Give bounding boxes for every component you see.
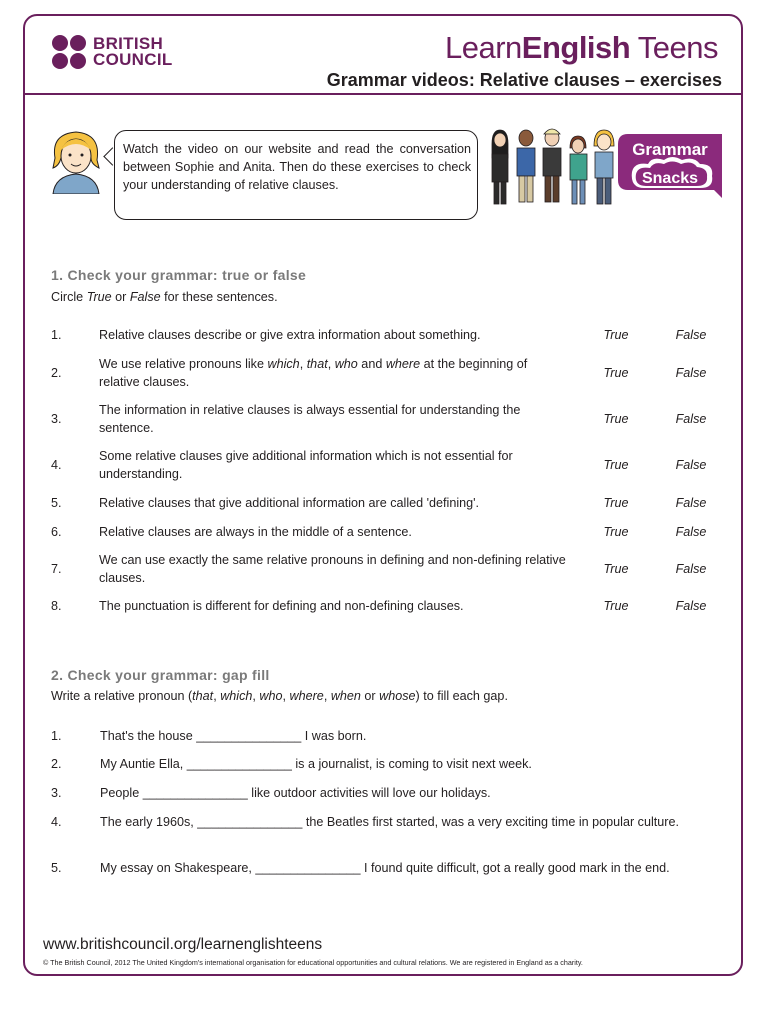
true-option[interactable]: True [603, 458, 629, 472]
tf-item: 7. We can use exactly the same relative pronouns in defining and non-defining relative clauses. True False [51, 551, 721, 587]
false-option[interactable]: False [675, 412, 707, 426]
tf-item: 2. We use relative pronouns like which, that, who and where at the beginning of relative clauses. True False [51, 355, 721, 391]
section2-instruction: Write a relative pronoun (that, which, who, where, when or whose) to fill each gap. [51, 689, 508, 703]
gap-fill-item: 4. The early 1960s, _______________ the Beatles first started, was a very exciting time in popular culture. [51, 815, 679, 829]
false-option[interactable]: False [675, 458, 707, 472]
gap-fill-item: 5. My essay on Shakespeare, _______________ I found quite difficult, got a really good mark in the end. [51, 861, 670, 875]
section1-instruction: Circle True or False for these sentences. [51, 290, 278, 304]
false-option[interactable]: False [675, 328, 707, 342]
true-option[interactable]: True [603, 525, 629, 539]
true-option[interactable]: True [603, 496, 629, 510]
tf-item: 6. Relative clauses are always in the middle of a sentence. True False [51, 523, 721, 541]
true-option[interactable]: True [603, 562, 629, 576]
section2-heading: 2. Check your grammar: gap fill [51, 667, 270, 683]
tf-item: 4. Some relative clauses give additional information which is not essential for understanding. True False [51, 447, 721, 483]
badge-grammar-label: Grammar [632, 140, 708, 159]
brand-learn: Learn [444, 30, 522, 65]
false-option[interactable]: False [675, 525, 707, 539]
true-option[interactable]: True [603, 366, 629, 380]
document-title: Grammar videos: Relative clauses – exercises [326, 70, 722, 90]
gap-fill-item: 2. My Auntie Ella, _______________ is a journalist, is coming to visit next week. [51, 757, 532, 771]
false-option[interactable]: False [675, 562, 707, 576]
true-option[interactable]: True [603, 412, 629, 426]
footer-copyright: © The British Council, 2012 The United Kingdom's international organisation for educational opportunities and cultural relations. We are registered in England as a charity. [43, 958, 583, 967]
false-option[interactable]: False [675, 496, 707, 510]
logo-line-1: BRITISH [93, 34, 164, 53]
false-option[interactable]: False [675, 366, 707, 380]
footer-website-link[interactable]: www.britishcouncil.org/learnenglishteens [43, 936, 323, 953]
gap-fill-item: 1. That's the house _______________ I was born. [51, 729, 367, 743]
tf-item: 3. The information in relative clauses is always essential for understanding the sentence. True False [51, 401, 721, 437]
false-option[interactable]: False [675, 599, 707, 613]
tf-item: 5. Relative clauses that give additional information are called 'defining'. True False [51, 494, 721, 512]
teens-characters-icon [486, 124, 626, 208]
tf-item: 1. Relative clauses describe or give extra information about something. True False [51, 326, 721, 344]
british-council-logo [52, 35, 173, 69]
badge-snacks-label: Snacks [641, 170, 699, 187]
header-divider [24, 93, 742, 95]
logo-text [93, 36, 173, 68]
learnenglish-teens-brand [445, 30, 718, 66]
logo-line-2: COUNCIL [93, 50, 173, 69]
brand-english: English [521, 30, 631, 65]
grammar-snacks-badge [618, 134, 722, 198]
sophie-avatar-icon [47, 128, 105, 194]
intro-speech-bubble: Watch the video on our website and read the conversation between Sophie and Anita. Then do these exercises to check your understanding of relative clauses. [114, 130, 478, 220]
true-option[interactable]: True [603, 328, 629, 342]
brand-teens: Teens [630, 30, 718, 65]
gap-fill-item: 3. People _______________ like outdoor activities will love our holidays. [51, 786, 491, 800]
tf-item: 8. The punctuation is different for defining and non-defining clauses. True False [51, 597, 721, 615]
true-option[interactable]: True [603, 599, 629, 613]
logo-dots-icon [52, 35, 86, 69]
section1-heading: 1. Check your grammar: true or false [51, 267, 307, 283]
